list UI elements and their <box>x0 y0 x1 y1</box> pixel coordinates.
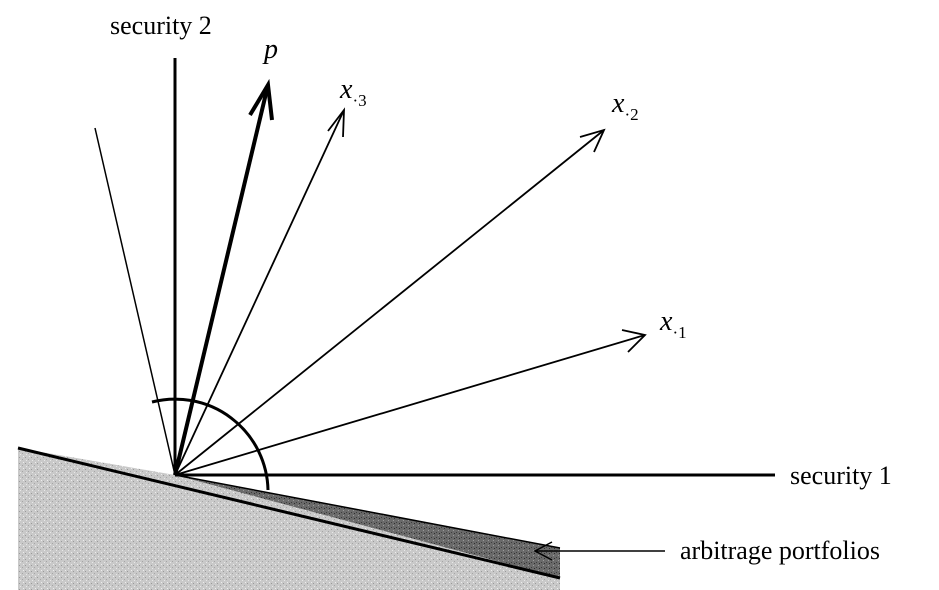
vector-x3-subscript: ·3 <box>352 91 367 110</box>
vector-x2-label <box>611 88 639 124</box>
shaded-halfplane <box>18 448 560 590</box>
vector-x3-symbol: x <box>340 74 353 105</box>
vector-x2-subscript: ·2 <box>624 105 639 124</box>
vector-x3-shaft <box>175 110 344 475</box>
vector-p-label: p <box>264 34 278 65</box>
vector-x2-shaft <box>175 130 604 475</box>
vector-x3 <box>175 110 344 475</box>
vector-x3-label <box>339 74 367 110</box>
vector-x2 <box>175 130 604 475</box>
vector-x1-label <box>659 306 687 342</box>
vector-x2-symbol: x <box>612 88 625 119</box>
vector-x3-arrowhead <box>328 110 344 137</box>
vector-x1-shaft <box>175 335 645 475</box>
cone-boundary-line <box>95 128 175 475</box>
vector-p-shaft <box>175 85 268 475</box>
vector-p <box>175 85 272 475</box>
arbitrage-portfolios-label: arbitrage portfolios <box>680 536 880 565</box>
y-axis-label: security 2 <box>110 11 212 40</box>
vector-x1-subscript: ·1 <box>672 323 687 342</box>
x-axis-label: security 1 <box>790 461 892 490</box>
vector-x1-symbol: x <box>660 306 673 337</box>
vector-x1 <box>175 330 645 475</box>
